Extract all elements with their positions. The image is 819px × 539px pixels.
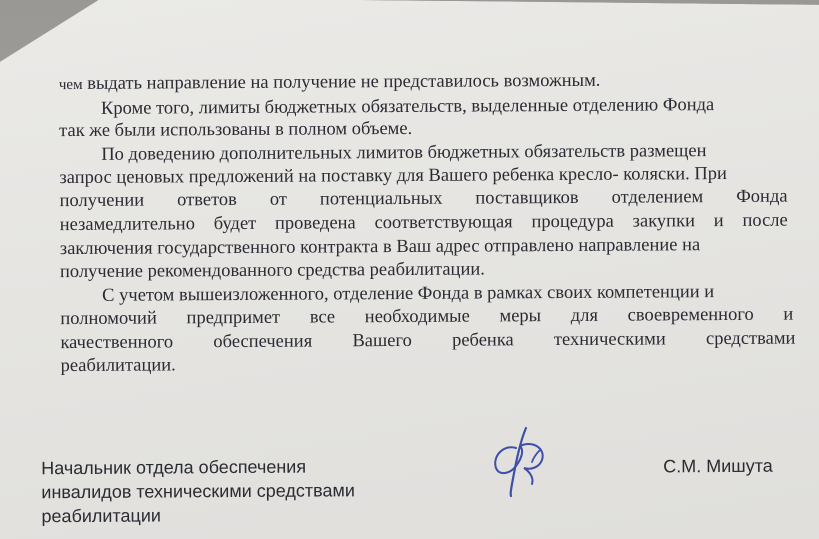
paragraph-4-line-4: реабилитации.: [60, 355, 176, 377]
signatory-name: С.М. Мишута: [663, 455, 773, 477]
paragraph-3-line-4: незамедлительно будет проведена соответствующая процедура закупки и после: [59, 210, 788, 236]
paragraph-3-line-3: получении ответов от потенциальных поставщиков отделением Фонда: [59, 186, 788, 212]
paragraph-3-line-5: заключения государственного контракта в Ваш адрес отправлено направление на: [59, 235, 701, 260]
paragraph-1-text: выдать направление на получение не представилось возможным.: [87, 70, 601, 94]
paragraph-3-line-2: запрос ценовых предложений на поставку для Вашего ребенка кресло- коляски. При: [59, 164, 727, 189]
paragraph-4-line-1: С учетом вышеизложенного, отделение Фонда в рамках своих компетенции и: [102, 282, 715, 306]
signatory-title-line-2: инвалидов техническими средствами: [41, 480, 355, 503]
paragraph-1-line-1: [59, 70, 601, 96]
paragraph-3-line-1: По доведению дополнительных лимитов бюджетных обязательств размещен: [101, 141, 707, 165]
handwritten-signature: [486, 422, 556, 502]
signatory-title-line-3: реабилитации: [41, 505, 161, 527]
word-fragment: чем: [58, 76, 83, 94]
signatory-title-line-1: Начальник отдела обеспечения: [41, 456, 307, 479]
paragraph-3-line-6: получение рекомендованного средства реабилитации.: [59, 259, 485, 283]
paragraph-4-line-2: полномочий предпримет все необходимые меры для своевременного и: [60, 304, 794, 330]
paragraph-4-line-3: качественного обеспечения Вашего ребенка техническими средствами: [60, 328, 796, 354]
paragraph-2-line-1: Кроме того, лимиты бюджетных обязательств, выделенные отделению Фонда: [100, 95, 715, 119]
paragraph-2-line-2: так же были использованы в полном объеме.: [59, 118, 413, 142]
